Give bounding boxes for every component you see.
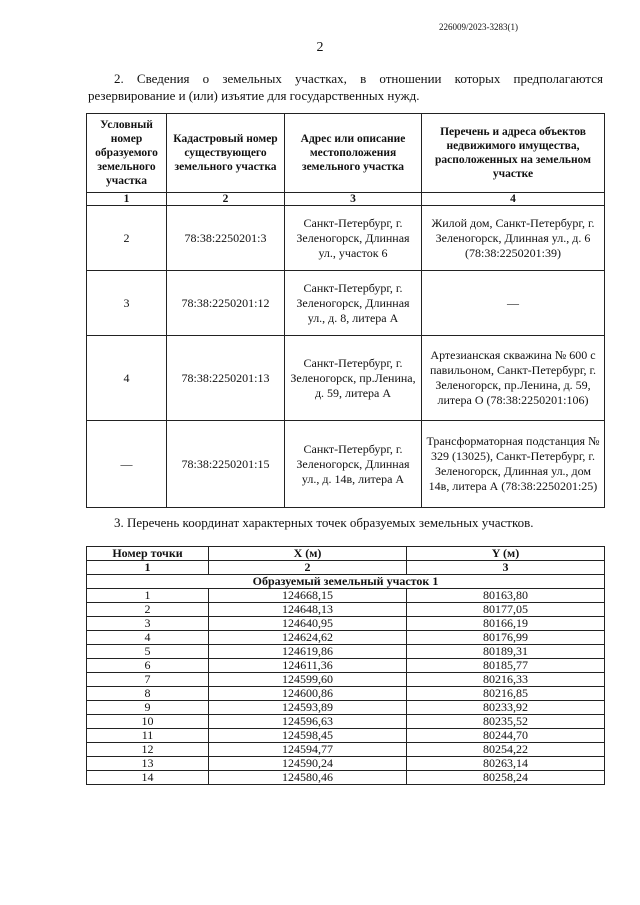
table-row — [87, 729, 605, 743]
point-number: 3 — [87, 617, 209, 631]
plot-objects: — — [422, 271, 605, 336]
table-row — [87, 771, 605, 785]
x-coordinate: 124600,86 — [209, 687, 407, 701]
plot-subheader: Образуемый земельный участок 1 — [87, 575, 605, 589]
section-2-text: 2. Сведения о земельных участках, в отношении которых предполагаются резервирование и (или) изъятие для государственных нужд. — [88, 71, 603, 103]
header-cell: X (м) — [209, 547, 407, 561]
x-coordinate: 124580,46 — [209, 771, 407, 785]
point-number: 2 — [87, 603, 209, 617]
table-row — [87, 421, 605, 508]
point-number: 1 — [87, 589, 209, 603]
column-number-row — [87, 193, 605, 206]
table-row — [87, 617, 605, 631]
x-coordinate: 124599,60 — [209, 673, 407, 687]
coordinates-table — [86, 546, 605, 785]
table-row — [87, 743, 605, 757]
x-coordinate: 124648,13 — [209, 603, 407, 617]
header-cell: Y (м) — [407, 547, 605, 561]
y-coordinate: 80189,31 — [407, 645, 605, 659]
point-number: 13 — [87, 757, 209, 771]
point-number: 12 — [87, 743, 209, 757]
plot-address: Санкт-Петербург, г. Зеленогорск, Длинная ул., участок 6 — [285, 206, 422, 271]
table-row — [87, 645, 605, 659]
column-number: 3 — [407, 561, 605, 575]
table-row — [87, 603, 605, 617]
x-coordinate: 124596,63 — [209, 715, 407, 729]
table-row — [87, 757, 605, 771]
column-number: 2 — [167, 193, 285, 206]
plot-number: 3 — [87, 271, 167, 336]
point-number: 10 — [87, 715, 209, 729]
point-number: 11 — [87, 729, 209, 743]
x-coordinate: 124598,45 — [209, 729, 407, 743]
point-number: 4 — [87, 631, 209, 645]
plot-subheader-row — [87, 575, 605, 589]
x-coordinate: 124593,89 — [209, 701, 407, 715]
column-number-row — [87, 561, 605, 575]
point-number: 8 — [87, 687, 209, 701]
x-coordinate: 124594,77 — [209, 743, 407, 757]
table-row — [87, 701, 605, 715]
cadastral-number: 78:38:2250201:15 — [167, 421, 285, 508]
table-header-row — [87, 114, 605, 193]
y-coordinate: 80177,05 — [407, 603, 605, 617]
table-row — [87, 336, 605, 421]
document-number: 226009/2023-3283(1) — [439, 22, 518, 32]
land-plots-table — [86, 113, 605, 508]
plot-number: 4 — [87, 336, 167, 421]
table-row — [87, 715, 605, 729]
cadastral-number: 78:38:2250201:12 — [167, 271, 285, 336]
cadastral-number: 78:38:2250201:3 — [167, 206, 285, 271]
y-coordinate: 80235,52 — [407, 715, 605, 729]
y-coordinate: 80216,33 — [407, 673, 605, 687]
point-number: 14 — [87, 771, 209, 785]
header-cell: Условный номер образуемого земельного участка — [87, 114, 167, 193]
y-coordinate: 80176,99 — [407, 631, 605, 645]
header-cell: Кадастровый номер существующего земельного участка — [167, 114, 285, 193]
y-coordinate: 80166,19 — [407, 617, 605, 631]
table-row — [87, 659, 605, 673]
header-cell: Номер точки — [87, 547, 209, 561]
y-coordinate: 80185,77 — [407, 659, 605, 673]
point-number: 9 — [87, 701, 209, 715]
plot-objects: Жилой дом, Санкт-Петербург, г. Зеленогорск, Длинная ул., д. 6 (78:38:2250201:39) — [422, 206, 605, 271]
y-coordinate: 80233,92 — [407, 701, 605, 715]
table-row — [87, 631, 605, 645]
point-number: 7 — [87, 673, 209, 687]
table-row — [87, 206, 605, 271]
column-number: 2 — [209, 561, 407, 575]
header-cell: Адрес или описание местоположения земельного участка — [285, 114, 422, 193]
plot-address: Санкт-Петербург, г. Зеленогорск, Длинная ул., д. 14в, литера А — [285, 421, 422, 508]
cadastral-number: 78:38:2250201:13 — [167, 336, 285, 421]
y-coordinate: 80258,24 — [407, 771, 605, 785]
y-coordinate: 80263,14 — [407, 757, 605, 771]
x-coordinate: 124624,62 — [209, 631, 407, 645]
y-coordinate: 80163,80 — [407, 589, 605, 603]
x-coordinate: 124611,36 — [209, 659, 407, 673]
x-coordinate: 124619,86 — [209, 645, 407, 659]
y-coordinate: 80254,22 — [407, 743, 605, 757]
y-coordinate: 80216,85 — [407, 687, 605, 701]
plot-address: Санкт-Петербург, г. Зеленогорск, пр.Ленина, д. 59, литера А — [285, 336, 422, 421]
table-row — [87, 271, 605, 336]
column-number: 4 — [422, 193, 605, 206]
plot-objects: Артезианская скважина № 600 с павильоном, Санкт-Петербург, г. Зеленогорск, пр.Ленина, д. 59, литера О (78:38:2250201:106) — [422, 336, 605, 421]
table-row — [87, 589, 605, 603]
column-number: 3 — [285, 193, 422, 206]
y-coordinate: 80244,70 — [407, 729, 605, 743]
plot-number: — — [87, 421, 167, 508]
table-header-row — [87, 547, 605, 561]
table-row — [87, 687, 605, 701]
plot-number: 2 — [87, 206, 167, 271]
plot-objects: Трансформаторная подстанция № 329 (13025), Санкт-Петербург, г. Зеленогорск, Длинная ул., дом 14в, литера А (78:38:2250201:25) — [422, 421, 605, 508]
header-cell: Перечень и адреса объектов недвижимого имущества, расположенных на земельном участке — [422, 114, 605, 193]
column-number: 1 — [87, 193, 167, 206]
section-3-text: 3. Перечень координат характерных точек образуемых земельных участков. — [114, 515, 534, 530]
plot-address: Санкт-Петербург, г. Зеленогорск, Длинная ул., д. 8, литера А — [285, 271, 422, 336]
point-number: 5 — [87, 645, 209, 659]
page-number: 2 — [316, 40, 324, 55]
point-number: 6 — [87, 659, 209, 673]
x-coordinate: 124640,95 — [209, 617, 407, 631]
table-row — [87, 673, 605, 687]
column-number: 1 — [87, 561, 209, 575]
x-coordinate: 124668,15 — [209, 589, 407, 603]
x-coordinate: 124590,24 — [209, 757, 407, 771]
